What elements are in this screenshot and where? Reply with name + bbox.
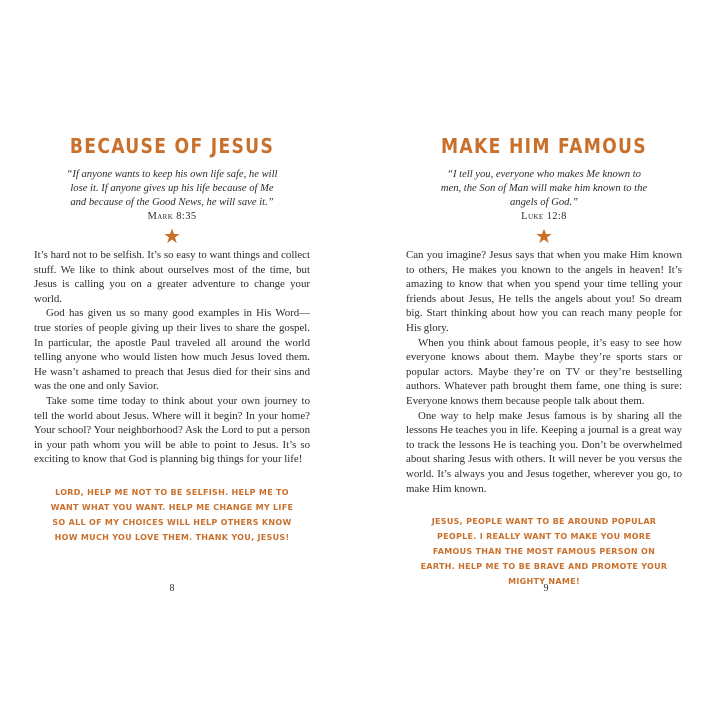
- right-page: [360, 0, 720, 720]
- paragraph: Take some time today to think about your own journey to tell the world about Jesus. Where will it begin? In your home? Your school? Your neighborhood? Ask the Lord to put a person in your path whom you will be able to point to Jesus. It’s so exciting to know that God is planning big things for your life!: [34, 394, 310, 466]
- paragraph: Can you imagine? Jesus says that when you make Him known to others, He makes you known to the angels in heaven! It’s amazing to know that when you spend your time telling your friends about Jesus, He tells the angels about you! So dream big. Start thinking about how you can reach many people for His glory.: [406, 249, 682, 334]
- scripture-reference: Luke 12:8: [521, 211, 567, 222]
- page-number: 8: [169, 583, 175, 594]
- left-page-content: [34, 134, 310, 545]
- scripture-quote: “I tell you, everyone who makes Me known to men, the Son of Man will make him known to the angels of God.”: [440, 169, 648, 208]
- scripture-reference: Mark 8:35: [147, 211, 197, 222]
- right-page-content: [406, 134, 682, 589]
- star-icon: [164, 228, 180, 244]
- paragraph: One way to help make Jesus famous is by sharing all the lessons He teaches you in life. Keeping a journal is a great way to track the lessons He is teaching you. Don’t be overwhelmed about sharing Jesus with others. It will never be you versus the world. It’s always you and Jesus together, wherever you go, to make Him known.: [406, 409, 682, 495]
- paragraph: It’s hard not to be selfish. It’s so easy to want things and collect stuff. We like to think about ourselves most of the time, but Jesus is calling you on a greater adventure to change your world.: [34, 249, 310, 305]
- star-icon: [536, 228, 552, 244]
- prayer-text: LORD, HELP ME NOT TO BE SELFISH. HELP ME TO WANT WHAT YOU WANT. HELP ME CHANGE MY LIFE SO ALL OF MY CHOICES WILL HELP OTHERS KNOW HOW MUCH YOU LOVE THEM. THANK YOU, JESUS!: [50, 487, 294, 542]
- paragraph: When you think about famous people, it’s easy to see how everyone knows about them. Maybe they’re sports stars or popular actors. Maybe they’re on TV or they’re bestselling authors. Whatever path brought them fame, one thing is sure: Everyone knows them because people talk about them.: [406, 336, 682, 407]
- devotion-body: [406, 248, 682, 496]
- scripture-quote: “If anyone wants to keep his own life safe, he will lose it. If anyone gives up his life because of Me and because of the Good News, he will save it.”: [66, 169, 278, 208]
- page-title: MAKE HIM FAMOUS: [441, 134, 647, 158]
- devotion-body: [34, 248, 310, 467]
- page-title: BECAUSE OF JESUS: [69, 134, 275, 158]
- page-number: 9: [543, 583, 549, 594]
- paragraph: God has given us so many good examples in His Word—true stories of people giving up their lives to share the gospel. In particular, the apostle Paul traveled all around the world telling anyone who would listen how much Jesus loved them. He wasn’t ashamed to preach that Jesus died for their sins and was the one and only Savior.: [34, 307, 310, 393]
- prayer-text: JESUS, PEOPLE WANT TO BE AROUND POPULAR PEOPLE. I REALLY WANT TO MAKE YOU MORE FAMOUS THAN THE MOST FAMOUS PERSON ON EARTH. HELP ME TO BE BRAVE AND PROMOTE YOUR MIGHTY NAME!: [420, 517, 668, 587]
